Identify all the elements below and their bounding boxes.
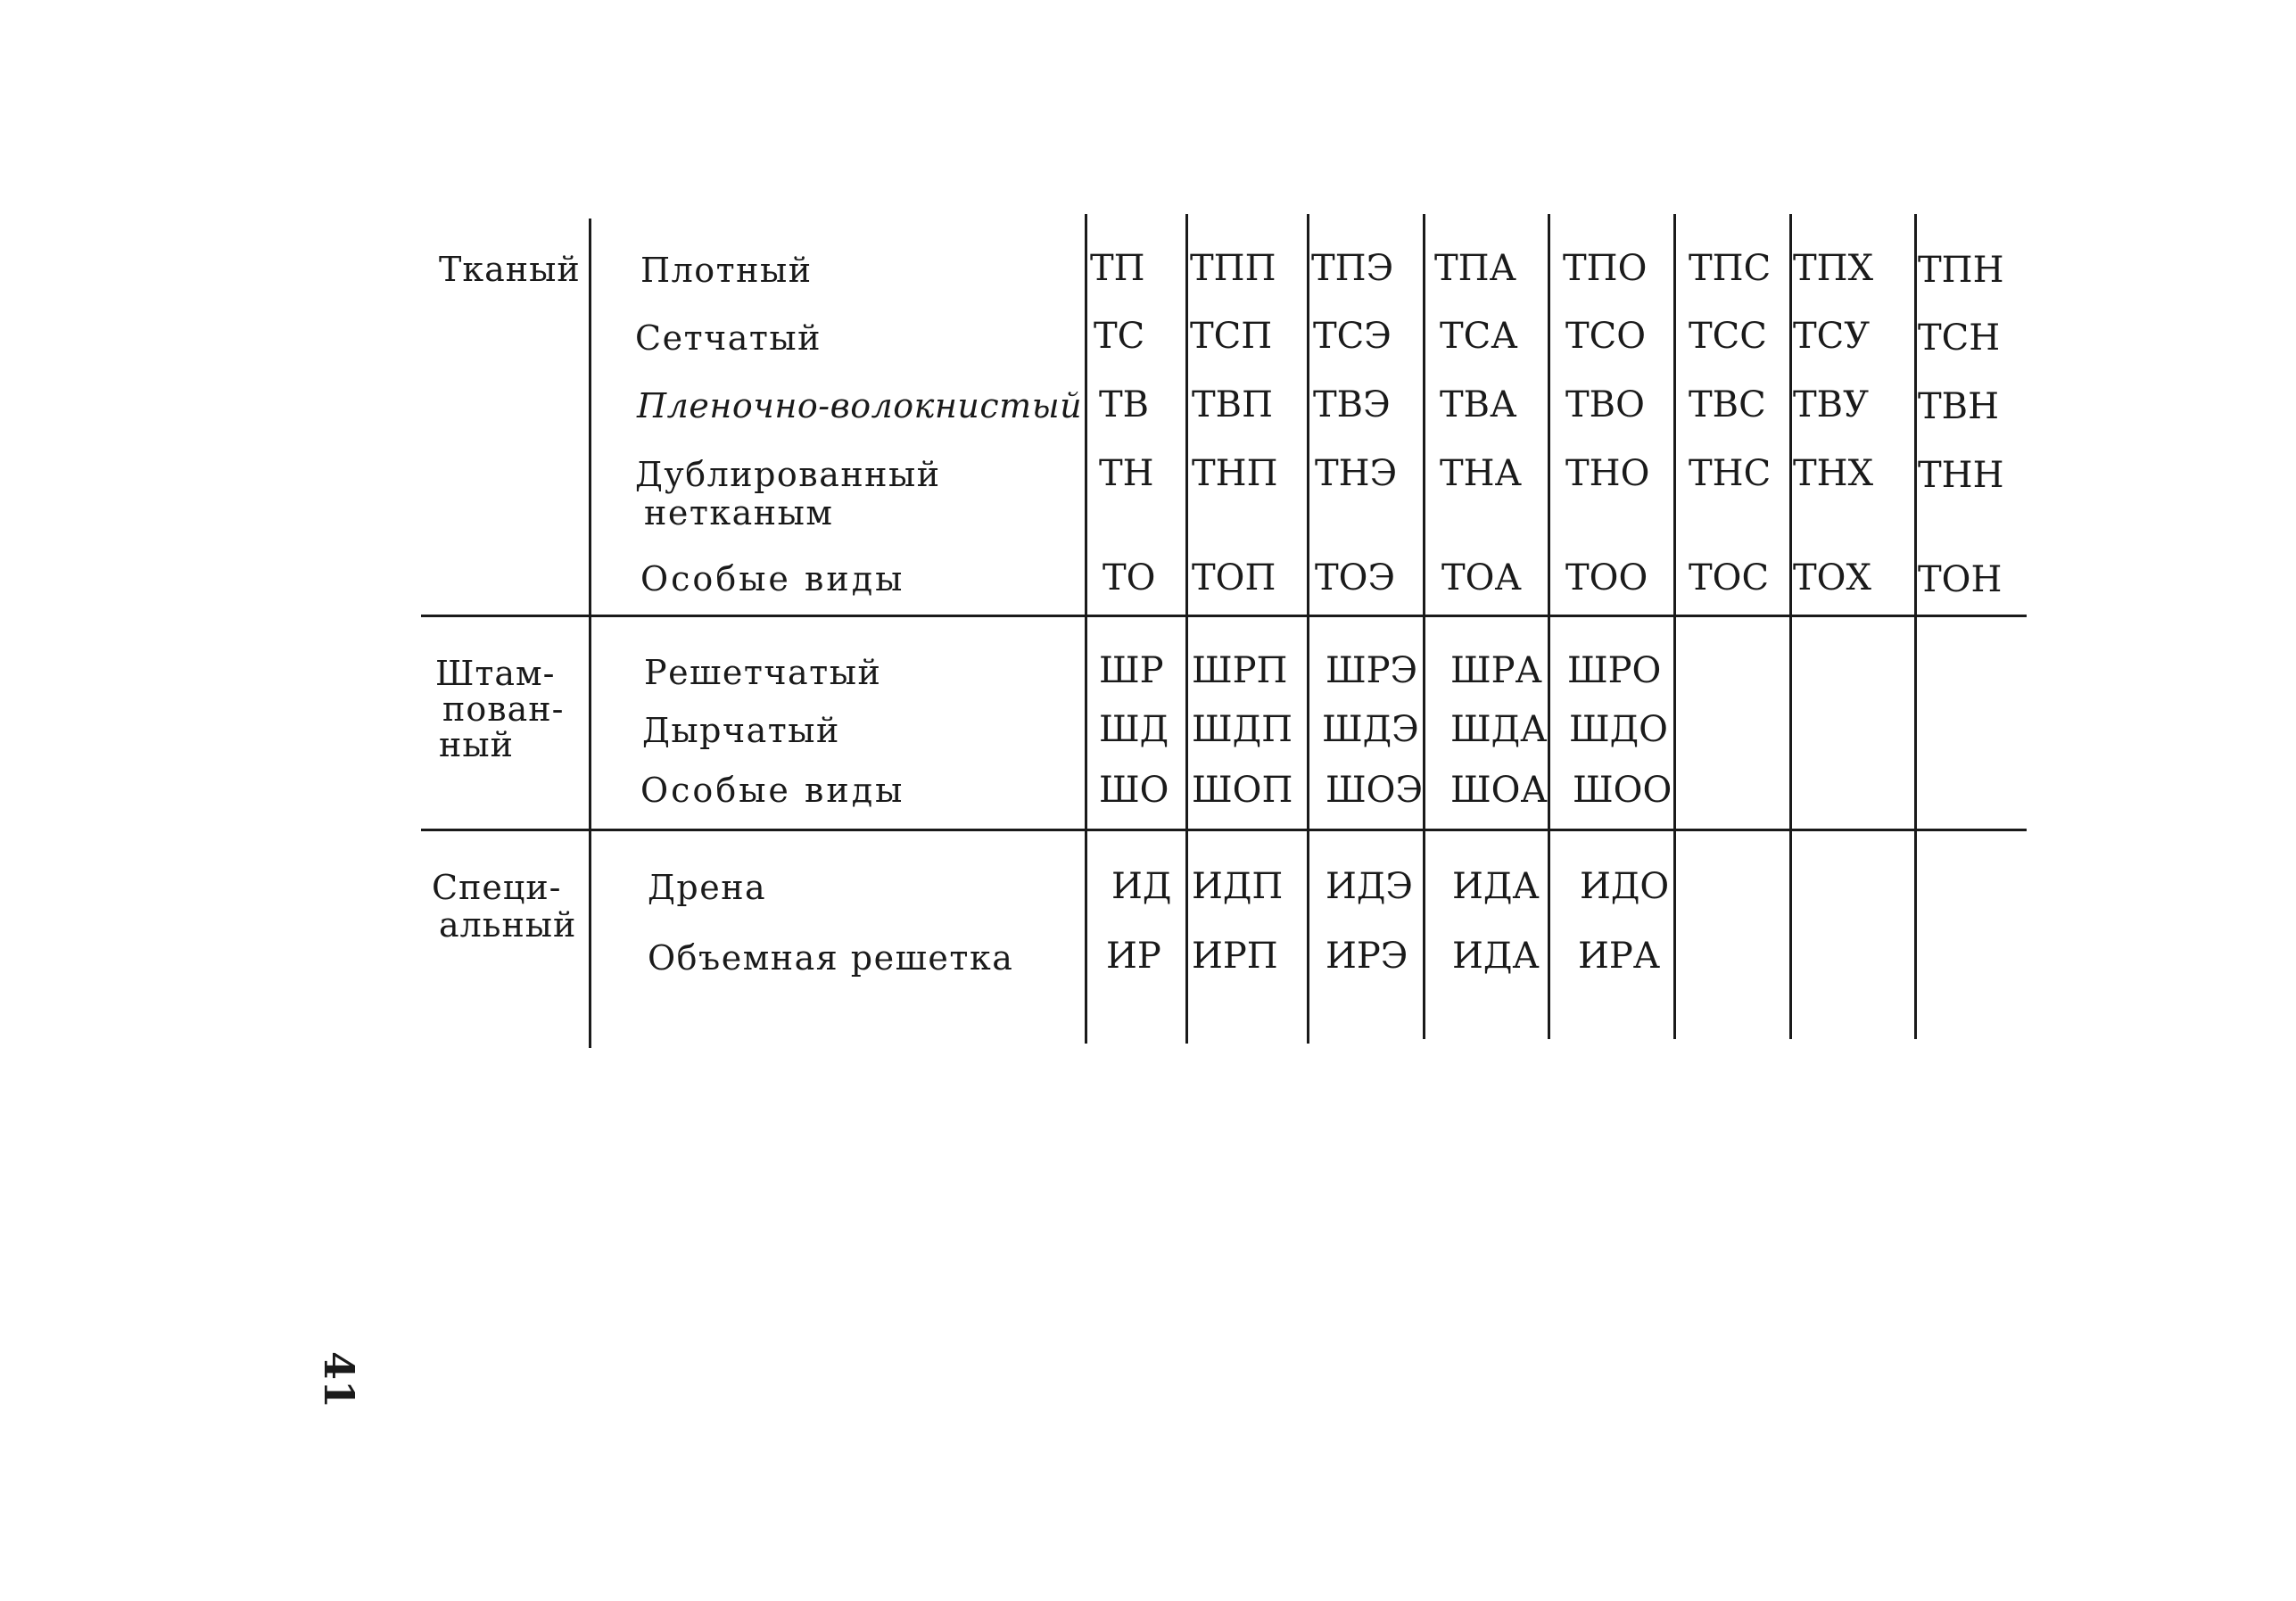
column-rule [1548,214,1550,1039]
code-cell: ТПП [1190,248,1276,289]
code-cell: ТПС [1689,248,1772,289]
code-cell: ТНО [1565,453,1650,494]
code-cell: ИДЭ [1326,866,1414,907]
code-cell: ШРО [1567,650,1662,691]
code-cell: ИДП [1192,866,1284,907]
code-cell: ТН [1099,453,1154,494]
code-cell: ТПН [1918,250,2004,291]
row-name: Особые виды [640,559,905,598]
code-cell: ШОА [1450,770,1548,811]
code-cell: ИДО [1580,866,1670,907]
code-cell: ТОН [1918,559,2003,600]
row-name: Пленочно-волокнистый [637,386,1083,425]
code-cell: ШД [1099,709,1169,750]
code-cell: ТПО [1563,248,1648,289]
code-cell: ТВН [1918,386,1999,427]
code-cell: ТНХ [1793,453,1874,494]
code-cell: ТС [1094,316,1145,357]
code-cell: ШДП [1192,709,1293,750]
code-cell: ТОА [1441,557,1522,598]
code-cell: ТСА [1440,316,1518,357]
row-name: Объемная решетка [648,938,1014,978]
code-cell: ТОО [1565,557,1648,598]
code-cell: ТСУ [1793,316,1871,357]
code-cell: ШОО [1573,770,1672,811]
code-cell: ТПА [1434,248,1516,289]
code-cell: ШОЭ [1326,770,1424,811]
code-cell: ШДО [1569,709,1668,750]
code-cell: ТВО [1565,384,1645,425]
group-label: ный [439,725,514,764]
code-cell: ТНА [1440,453,1522,494]
column-rule [1423,214,1425,1039]
code-cell: ШОП [1192,770,1293,811]
row-name: Сетчатый [635,318,822,358]
group-label: Штам- [435,654,556,693]
code-cell: ШДА [1450,709,1548,750]
row-name: Дрена [648,868,767,907]
column-rule [1085,214,1087,1044]
code-cell: ШО [1099,770,1169,811]
group-label: Специ- [432,868,562,907]
code-cell: ТСП [1190,316,1273,357]
code-cell: ТНП [1192,453,1278,494]
column-rule [1673,214,1676,1039]
column-rule [1185,214,1188,1044]
group-label: Тканый [439,250,581,289]
column-rule [1789,214,1792,1039]
code-cell: ТОЭ [1315,557,1396,598]
code-cell: ТО [1103,557,1156,598]
code-cell: ШРП [1192,650,1288,691]
code-cell: ТСН [1918,318,2001,359]
column-rule [589,219,591,1048]
code-cell: ШРЭ [1326,650,1418,691]
code-cell: ИРА [1578,936,1661,977]
code-cell: ШДЭ [1322,709,1419,750]
code-cell: ТВЭ [1313,384,1391,425]
code-cell: ТВ [1099,384,1150,425]
code-cell: ТП [1090,248,1145,289]
code-cell: ШРА [1450,650,1542,691]
code-cell: ШР [1099,650,1164,691]
code-cell: ТВУ [1793,384,1869,425]
group-divider [421,615,2027,617]
code-cell: ТОХ [1793,557,1871,598]
row-name: Особые виды [640,771,905,810]
code-cell: ИРП [1192,936,1278,977]
code-cell: ИРЭ [1326,936,1408,977]
code-cell: ИР [1106,936,1161,977]
row-name: нетканым [644,493,834,532]
code-cell: ИДА [1452,866,1540,907]
code-cell: ТПЭ [1311,248,1394,289]
group-divider [421,829,2027,831]
code-cell: ТСЭ [1313,316,1392,357]
code-cell: ТВС [1689,384,1766,425]
row-name: Дырчатый [642,711,840,750]
code-cell: ТОП [1192,557,1276,598]
code-cell: ТПХ [1793,248,1874,289]
column-rule [1307,214,1309,1044]
code-cell: ТСО [1565,316,1647,357]
row-name: Дублированный [635,455,941,494]
code-cell: ТНС [1689,453,1772,494]
code-cell: ТНЭ [1315,453,1398,494]
group-label: альный [439,905,577,945]
code-cell: ТВП [1192,384,1273,425]
page-number: 41 [315,1350,364,1409]
column-rule [1914,214,1917,1039]
row-name: Плотный [640,251,813,290]
group-label: пован- [442,689,565,729]
row-name: Решетчатый [644,653,882,692]
code-cell: ТНН [1918,455,2004,496]
code-cell: ТСС [1689,316,1767,357]
code-cell: ИДА [1452,936,1540,977]
code-cell: ТОС [1689,557,1770,598]
code-cell: ИД [1111,866,1172,907]
code-cell: ТВА [1440,384,1517,425]
